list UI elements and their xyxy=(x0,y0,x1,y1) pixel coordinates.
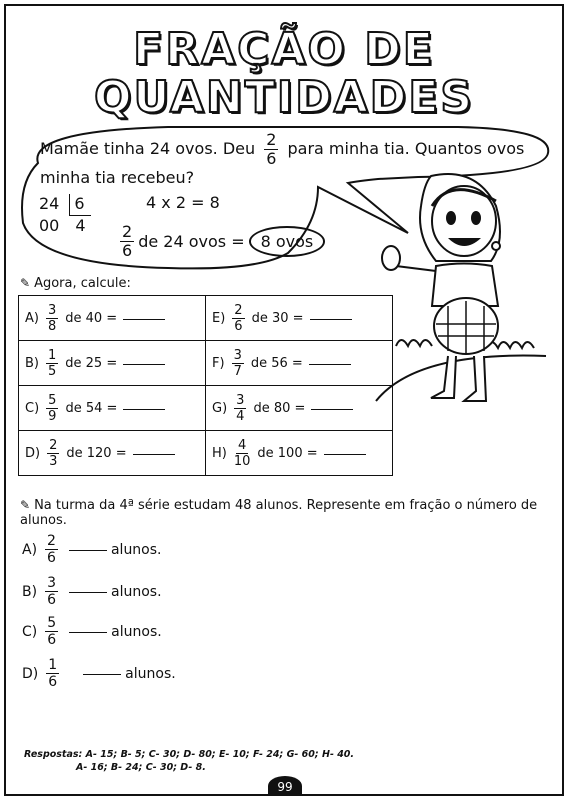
item-text: de 40 = xyxy=(65,310,118,326)
item-fraction xyxy=(46,394,58,423)
answer-blank[interactable] xyxy=(123,317,165,320)
calc-table xyxy=(18,295,393,476)
item-fraction xyxy=(46,658,59,689)
problem-fraction-numerator: 2 xyxy=(266,130,277,149)
pencil-icon: ✎ xyxy=(20,498,31,512)
answer-blank[interactable] xyxy=(133,452,175,455)
calc-cell-b xyxy=(19,341,206,386)
item-denominator: 6 xyxy=(47,632,57,648)
item-fraction xyxy=(232,304,244,333)
item-numerator: 3 xyxy=(233,347,242,363)
item-text: alunos. xyxy=(111,623,162,640)
item-numerator: 1 xyxy=(48,347,57,363)
calc-cell-c xyxy=(19,386,206,431)
item-fraction xyxy=(46,304,58,333)
item-numerator: 5 xyxy=(47,615,57,631)
item-text: alunos. xyxy=(125,665,176,682)
calc-row xyxy=(19,386,393,431)
calc-cell-f xyxy=(206,341,393,386)
long-division xyxy=(39,194,91,238)
item-label: D) xyxy=(25,445,41,461)
item-text: de 100 = xyxy=(257,445,318,461)
result-fraction xyxy=(120,224,134,259)
item-numerator: 2 xyxy=(47,533,56,549)
answer-blank[interactable] xyxy=(311,407,353,410)
item-text: de 25 = xyxy=(65,355,118,371)
item-label: H) xyxy=(212,445,227,461)
item-fraction xyxy=(234,394,246,423)
item-text: de 56 = xyxy=(250,355,303,371)
item-numerator: 2 xyxy=(49,437,58,453)
item-denominator: 8 xyxy=(47,318,57,334)
problem-text-before: Mamãe tinha 24 ovos. Deu xyxy=(40,139,256,158)
answer-blank[interactable] xyxy=(123,362,165,365)
result-answer: 8 ovos xyxy=(249,226,326,257)
calc-cell-g xyxy=(206,386,393,431)
item-denominator: 6 xyxy=(234,318,243,334)
item-numerator: 3 xyxy=(47,575,56,591)
item-denominator: 3 xyxy=(49,453,58,469)
answer-blank[interactable] xyxy=(310,317,352,320)
calc-row xyxy=(19,296,393,341)
item-text: alunos. xyxy=(110,541,162,558)
answer-blank[interactable] xyxy=(83,672,121,675)
item-fraction xyxy=(47,439,59,468)
divisor: 6 xyxy=(69,194,90,216)
item-denominator: 10 xyxy=(233,453,251,469)
instruction-calcule xyxy=(20,276,131,291)
calc-cell-h xyxy=(206,431,393,476)
item-numerator: 1 xyxy=(48,657,58,673)
remainder: 00 xyxy=(39,216,60,235)
item-text: de 30 = xyxy=(251,310,304,326)
item-label: B) xyxy=(25,355,39,371)
answer-blank[interactable] xyxy=(324,452,366,455)
multiplication: 4 x 2 = 8 xyxy=(146,193,220,212)
answer-key-line-1: Respostas: A- 15; B- 5; C- 30; D- 80; E- 10; F- 24; G- 60; H- 40. xyxy=(24,749,355,760)
quotient: 4 xyxy=(75,216,86,235)
instruction-alunos-text: Na turma da 4ª série estudam 48 alunos. Represente em fração o número de alunos. xyxy=(20,498,538,528)
item-denominator: 9 xyxy=(48,408,57,424)
item-fraction xyxy=(46,349,58,378)
item-denominator: 5 xyxy=(48,363,57,379)
item-label: C) xyxy=(25,400,40,416)
item-label: A) xyxy=(22,541,38,558)
problem-line-2: minha tia recebeu? xyxy=(40,168,195,187)
result-line xyxy=(116,224,325,259)
calc-row xyxy=(19,341,393,386)
item-label: F) xyxy=(212,355,225,371)
item-label: C) xyxy=(22,623,38,640)
item-label: D) xyxy=(22,665,39,682)
calc-row xyxy=(19,431,393,476)
item-denominator: 6 xyxy=(47,550,56,566)
alunos-item-a xyxy=(22,534,162,565)
calc-cell-d xyxy=(19,431,206,476)
item-fraction xyxy=(45,534,58,565)
item-fraction xyxy=(232,349,244,378)
problem-text-after: para minha tia. Quantos ovos xyxy=(287,139,525,158)
alunos-item-c xyxy=(22,616,162,647)
calc-cell-e xyxy=(206,296,393,341)
item-text: alunos. xyxy=(111,583,162,600)
worksheet-page xyxy=(4,4,564,796)
item-denominator: 6 xyxy=(47,592,56,608)
item-text: de 120 = xyxy=(66,445,127,461)
pencil-icon: ✎ xyxy=(20,276,31,290)
dividend: 24 xyxy=(39,194,60,213)
item-numerator: 3 xyxy=(47,302,57,318)
answer-blank[interactable] xyxy=(69,548,107,551)
alunos-item-b xyxy=(22,576,162,607)
item-label: G) xyxy=(212,400,228,416)
title-line-1: FRAÇÃO DE xyxy=(133,24,435,75)
item-numerator: 2 xyxy=(234,302,243,318)
calc-cell-a xyxy=(19,296,206,341)
item-label: E) xyxy=(212,310,226,326)
item-fraction xyxy=(45,576,58,607)
item-numerator: 3 xyxy=(236,392,245,408)
item-denominator: 6 xyxy=(48,674,58,690)
item-fraction xyxy=(45,616,58,647)
page-number: 99 xyxy=(268,776,302,796)
answer-key-line-2: A- 16; B- 24; C- 30; D- 8. xyxy=(76,762,206,773)
answer-blank[interactable] xyxy=(69,630,107,633)
instruction-calcule-text: Agora, calcule: xyxy=(34,276,131,291)
item-numerator: 5 xyxy=(48,392,57,408)
answer-key xyxy=(24,748,354,774)
instruction-alunos xyxy=(20,498,550,528)
problem-fraction-denominator: 6 xyxy=(266,149,277,168)
item-fraction xyxy=(234,439,251,468)
item-text: de 54 = xyxy=(65,400,118,416)
answer-blank[interactable] xyxy=(123,407,165,410)
problem-fraction xyxy=(264,132,278,167)
alunos-item-d xyxy=(22,658,176,689)
result-text: de 24 ovos = xyxy=(138,232,245,251)
answer-blank[interactable] xyxy=(69,590,107,593)
item-denominator: 7 xyxy=(233,363,242,379)
item-label: A) xyxy=(25,310,39,326)
result-fraction-denominator: 6 xyxy=(122,241,133,260)
item-text: de 80 = xyxy=(253,400,306,416)
result-fraction-numerator: 2 xyxy=(122,222,133,241)
item-label: B) xyxy=(22,583,38,600)
answer-blank[interactable] xyxy=(309,362,351,365)
title-line-2: QUANTIDADES xyxy=(94,72,474,123)
item-denominator: 4 xyxy=(236,408,245,424)
item-numerator: 4 xyxy=(237,437,247,453)
